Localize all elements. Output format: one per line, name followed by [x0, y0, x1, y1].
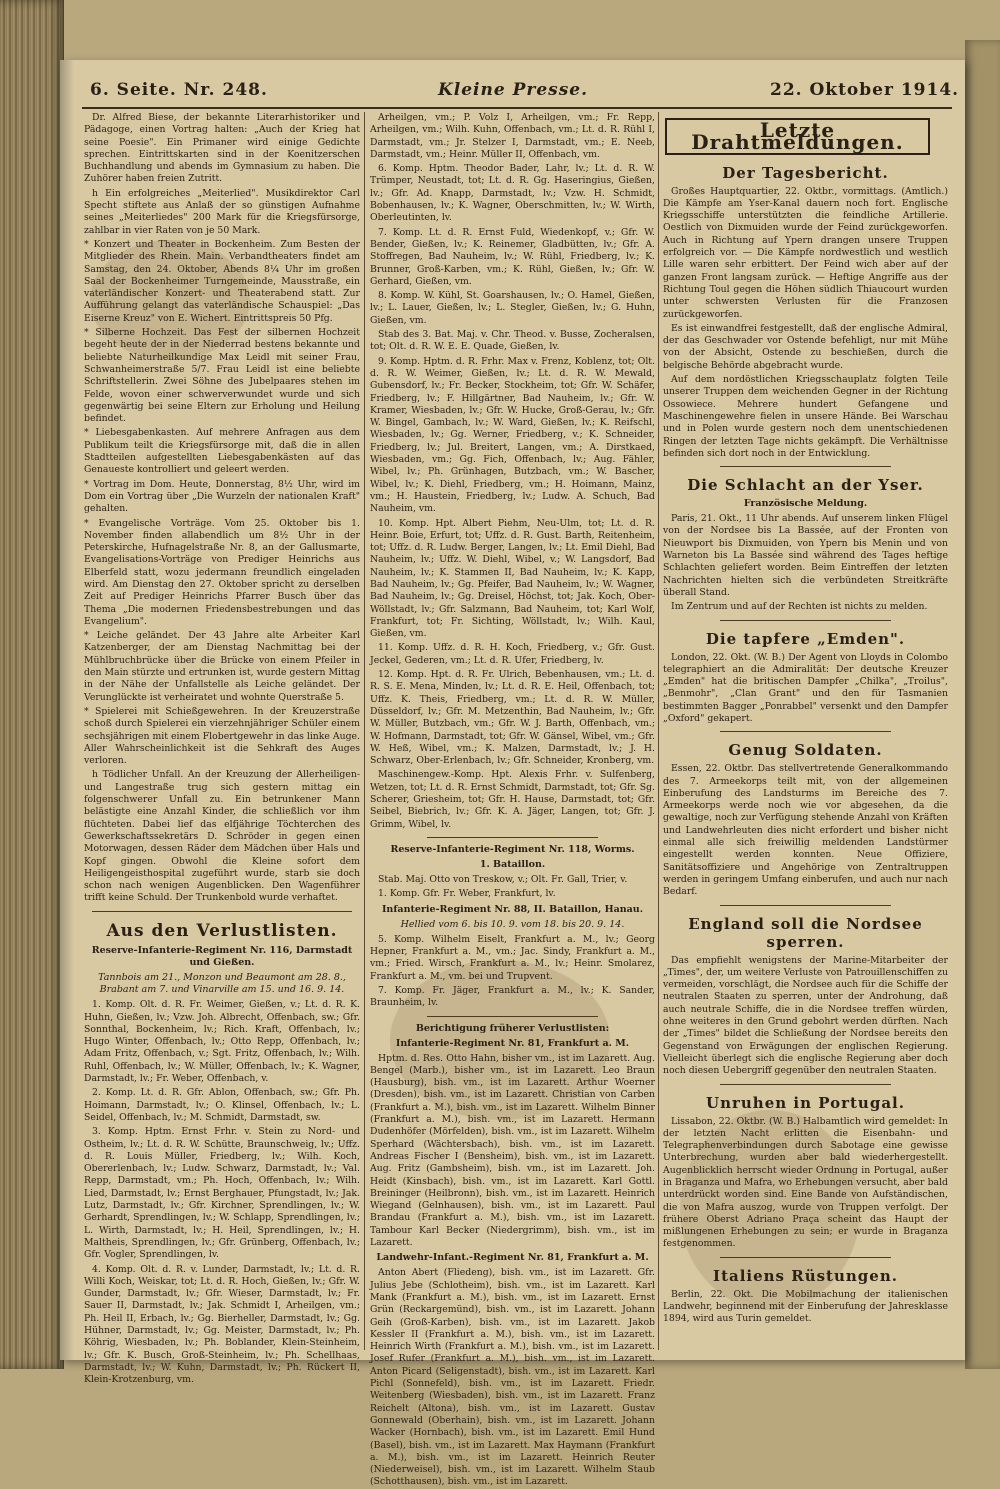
reserve-list [370, 874, 655, 901]
article-paragraph: Das empfiehlt wenigstens der Marine-Mitarbeiter der „Times", der, um weitere Verluste von Patrouillenschiffen zu vermeiden, vorschlägt, die Nordsee auch für die Schiffe der neutralen Staaten zu sperren, unter der Androhung, daß auch neutrale Schiffe, die in die Nordsee treffen würden, ohne weiteres in den Grund gebohrt werden dürften. Nach der „Times" bildet die Schließung der Nordsee bereits den Gegenstand von Erwägungen der englischen Regierung. Vielleicht überlegt sich die englische Regierung aber doch noch diesen Uebergriff gegenüber den neutralen Staaten. [663, 954, 948, 1077]
article-paragraph: Essen, 22. Oktbr. Das stellvertretende Generalkommando des 7. Armeekorps teilt mit, von der allgemeinen Einberufung des Landsturms im Bereiche des 7. Armeekorps werde noch wie vor abgesehen, da die gewaltige, noch zur Verfügung stehende Anzahl von Kräften und Landwehrleuten dies nicht erfordert und bisher nicht einmal alle sich freiwillig meldenden Landstürmer eingestellt werden konnten. Neue Offiziere, Sanitätsoffiziere und Angehörige von Zentraltruppen werden in geringem Umfang einberufen, und auch nur nach Bedarf. [663, 763, 948, 898]
news-paragraph: * Konzert und Theater in Bockenheim. Zum Besten der Mitglieder des Rhein. Main. Verbandtheaters findet am Samstag, den 24. Oktober, Abends 8¼ Uhr im großen Saal der Bockenheimer Turngemeinde, Mausstraße, ein vaterländischer Konzert- und Theaterabend statt. Zur Aufführung gelangt das vaterländische Schauspiel: „Das Eiserne Kreuz" von E. Wichert. Eintrittspreis 50 Pfg. [84, 238, 360, 324]
article-title: Unruhen in Portugal. [706, 1093, 905, 1112]
separator [92, 911, 352, 912]
news-paragraph: * Leiche geländet. Der 43 Jahre alte Arbeiter Karl Katzenberger, der am Dienstag Nachmittag bei der Mühlbruchbrücke über die Brücke von einem Pfeiler in den Main stürzte und ertrunken ist, wurde gestern Mittag in der Nähe der Unfallstelle als Leiche geländet. Der Verunglückte ist verheiratet und wohnte Querstraße 5. [84, 630, 360, 703]
telegram-articles [663, 164, 948, 1326]
article-title: Italiens Rüstungen. [713, 1266, 898, 1285]
article-paragraph: Im Zentrum und auf der Rechten ist nichts zu melden. [671, 601, 928, 613]
correction-heading: Berichtigung früherer Verlustlisten: [415, 1022, 610, 1034]
separator [720, 1084, 891, 1085]
news-paragraph: h Tödlicher Unfall. An der Kreuzung der Allerheiligen- und Langestraße trug sich gestern mittag ein folgenschwerer Unfall zu. Ein betrunkener Mann belästigte eine Anzahl Kinder, die schließlich vor ihm flüchteten. Dabei lief das elfjährige Töchterchen des Gewerkschaftssekretärs D. Schröder in gegen einen Motorwagen, dessen Räder dem Mädchen über Hals und Kopf gingen. Obwohl die Kleine sofort dem Heiligengeisthospital zugeführt wurde, starb sie doch schon nach wenigen Augenblicken. Den Wagenführer trifft keine Schuld. Der Trunkenbold wurde verhaftet. [84, 769, 360, 904]
news-paragraph: * Silberne Hochzeit. Das Fest der silbernen Hochzeit begeht heute der in der Niederrad bestens bekannte und beliebte Naturheilkundige Max Leidl mit seiner Frau, Schwanheimerstraße 5/7. Frau Leidl ist eine beliebte Schriftstellerin. Zwei Söhne des Jubelpaares stehen im Felde, wovon einer schwerverwundet wurde und sich gegenwärtig bei seine Eltern zur Erholung und Heilung befindet. [84, 327, 360, 425]
separator [720, 731, 891, 732]
article-paragraph: London, 22. Okt. (W. B.) Der Agent von Lloyds in Colombo telegraphiert an die Admiralität: Der deutsche Kreuzer „Emden" hat die britischen Dampfer „Chilka", „Troilus", „Benmohr", „Clan Grant" und den für Tasmanien bestimmten Bagger „Ponrabbel" versenkt und den Dampfer „Oxford" gekapert. [663, 651, 948, 724]
news-paragraph: Dr. Alfred Biese, der bekannte Literarhistoriker und Pädagoge, einen Vortrag halten: „Auch der Krieg hat seine Poesie". Ein Primaner wird einige Gedichte sprechen. Eintrittskarten sind in der Koenitzerschen Buchhandlung und abends im Gymnasium zu haben. Die Zuhörer haben freien Zutritt. [84, 112, 360, 185]
article-title: Die tapfere „Emden". [705, 629, 906, 648]
casualty-entry: 4. Komp. Olt. d. R. v. Lunder, Darmstadt, lv.; Lt. d. R. Willi Koch, Weiskar, tot; Lt. d. R. Hoch, Gießen, lv.; Gfr. W. Gunder, Darmstadt, lv.; Gfr. Wieser, Darmstadt, lv.; Fr. Sauer II, Darmstadt, lv.; Jak. Schmidt I, Arheilgen, vm.; Ph. Heil II, Erbach, lv.; Gg. Bierheller, Darmstadt, lv.; Gg. Hühner, Darmstadt, lv.; Gg. Meister, Darmstadt, lv.; Ph. Köhrig, Wiesbaden, lv.; Ph. Boblander, Klein-Steinheim, lv.; Gfr. K. Busch, Groß-Steinheim, lv.; Ph. Schellhaas, Darmstadt, lv.; W. Kuhn, Darmstadt, lv.; Ph. Rückert II, Klein-Krotzenburg, vm. [84, 1263, 360, 1386]
left-column [84, 112, 360, 1386]
casualty-list-continued [370, 112, 655, 831]
right-column [663, 112, 948, 1352]
separator [720, 1257, 891, 1258]
casualty-entry: Stab des 3. Bat. Maj. v. Chr. Theod. v. Busse, Zocheralsen, tot; Olt. d. R. W. E. E. Quade, Gießen, lv. [370, 329, 655, 353]
news-paragraph: * Evangelische Vorträge. Vom 25. Oktober bis 1. November finden allabendlich um 8½ Uhr in der Peterskirche, Hufnagelstraße Nr. 8, an der Gallusmarte, Evangelisations-Vorträge von Prediger Heinrichs aus Elberfeld statt, wozu jedermann freundlich eingeladen wird. Am Dienstag den 27. Oktober spricht zu derselben Zeit auf Prediger Heinrichs Pfarrer Busch über das Thema „Die modernen Friedensbestrebungen und das Evangelium". [84, 517, 360, 627]
separator [427, 837, 598, 838]
article-title: Die Schlacht an der Yser. [687, 476, 924, 495]
correction-entry: Hptm. d. Res. Otto Hahn, bisher vm., ist im Lazarett. Aug. Bengel (Marb.), bisher vm., ist im Lazarett. Leo Braun (Hausburg), bish. vm., ist im Lazarett. Arthur Woerner (Dresden), bish. vm., ist im Lazarett. Christian von Carben (Frankfurt a. M.), bish. vm., ist im Lazarett. Wilhelm Binner (Frankfurt a. M.), bish. vm., ist im Lazarett. Hermann Dudenhöfer (Mörfelden), bish. vm., ist im Lazarett. Wilhelm Sperhard (Wächtersbach), bish. vm., ist im Lazarett. Andreas Fischer I (Bensheim), bish. vm., ist im Lazarett. Aug. Fritz (Gambsheim), bish. vm., ist im Lazarett. Joh. Heidt (Kinsbach), bish. vm., ist im Lazarett. Karl Gottl. Breininger (Heilbronn), bish. vm., ist im Lazarett. Heinrich Wiegand (Gelnhausen), bish. vm., ist im Lazarett. Paul Brandau (Frankfurt a. M.), bish. vm., ist im Lazarett. Tambour Karl Becker (Niedergrimm), bish. vm., ist im Lazarett. [370, 1052, 655, 1249]
casualty-entry: 7. Komp. Lt. d. R. Ernst Fuld, Wiedenkopf, v.; Gfr. W. Bender, Gießen, lv.; K. Reinemer, Gladbütten, lv.; Gfr. A. Stoffregen, Bad Nauheim, lv.; W. Rühl, Friedberg, lv.; K. Brunner, Groß-Karben, vm.; K. Rühl, Gießen, lv.; Gfr. W. Gerhard, Gießen, vm. [370, 226, 655, 287]
casualty-entry: 11. Komp. Uffz. d. R. H. Koch, Friedberg, v.; Gfr. Gust. Jeckel, Gederen, vm.; Lt. d. R. Ufer, Friedberg, lv. [370, 642, 655, 666]
masthead-rule [82, 107, 952, 109]
casualty-entry: Arheilgen, vm.; P. Volz I, Arheilgen, vm.; Fr. Repp, Arheilgen, vm.; Wilh. Kuhn, Offenbach, vm.; Lt. d. R. Rühl I, Darmstadt, vm.; Jr. Stelzer I, Darmstadt, vm.; E. Neeb, Darmstadt, vm.; Heinr. Müller II, Offenbach, vm. [370, 112, 655, 160]
casualty-entry: 12. Komp. Hpt. d. R. Fr. Ulrich, Bebenhausen, vm.; Lt. d. R. S. E. Mena, Minden, lv.; Lt. d. R. E. Heil, Offenbach, tot; Uffz. K. Theis, Friedberg, vm.; Lt. d. R. W. Müller, Düsseldorf, lv.; Gfr. M. Metzenthin, Bad Nauheim, lv.; Gfr. W. Müller, Butzbach, vm.; Gfr. W. J. Barth, Offenbach, vm.; W. Hofmann, Darmstadt, tot; Gfr. W. Gänsel, Wibel, vm.; Gfr. W. Heß, Wibel, vm.; K. Malzen, Darmstadt, lv.; J. H. Schwarz, Ober-Erlenbach, lv.; Gfr. Schneider, Kronberg, vm. [370, 669, 655, 767]
casualty-entry: 9. Komp. Hptm. d. R. Frhr. Max v. Frenz, Koblenz, tot; Olt. d. R. W. Weimer, Gießen, lv.; Lt. d. R. W. Mewald, Gubensdorf, lv.; Fr. Becker, Stockheim, tot; Gfr. W. Schäfer, Friedberg, lv.; F. Hillgärtner, Bad Nauheim, lv.; Gfr. W. Kramer, Wiesbaden, lv.; Gfr. W. Hucke, Groß-Gerau, lv.; Gfr. W. Bingel, Gambach, lv.; W. Ward, Gießen, lv.; K. Reifschl, Wiesbaden, lv.; Gg. Werner, Friedberg, v.; K. Schneider, Friedberg, lv.; Jul. Breitert, Langen, vm.; A. Dirstkaed, Wiesbaden, vm.; Gg. Fich, Offenbach, lv.; Aug. Fähler, Wibel, lv.; Ph. Grünhagen, Butzbach, vm.; W. Bascher, Wibel, lv.; K. Diehl, Friedberg, vm.; H. Hoimann, Mainz, vm.; H. Haustein, Friedberg, lv.; Ludw. A. Schuch, Bad Nauheim, vm. [370, 355, 655, 515]
casualty-entry: Stab. Maj. Otto von Treskow, v.; Olt. Fr. Gall, Trier, v. [378, 873, 628, 885]
casualty-entry: 8. Komp. W. Kühl, St. Goarshausen, lv.; O. Hamel, Gießen, lv.; L. Lauer, Gießen, lv.; L. Stegler, Gießen, lv.; G. Huhn, Gießen, vm. [370, 290, 655, 326]
masthead [60, 80, 965, 106]
inf88-heading: Infanterie-Regiment Nr. 88, II. Bataillon, Hanau. [381, 903, 643, 915]
casualty-entry: 5. Komp. Wilhelm Eiselt, Frankfurt a. M., lv.; Georg Hepner, Frankfurt a. M., vm.; Jac. Sindy, Frankfurt a. M., vm.; Fried. Wirsch, Frankfurt a. M., lv.; Heinr. Smolarez, Frankfurt a. M., vm. bei und Trupvent. [370, 933, 655, 982]
column-divider [364, 112, 365, 1350]
article-paragraph: Auf dem nordöstlichen Kriegsschauplatz folgten Teile unserer Truppen dem weichenden Gegner in der Richtung Ossowiece. Mehrere hundert Gefangene und Maschinengewehre fielen in unsere Hände. Bei Warschau und in Polen wurde gestern noch dem unentschiedenen Ringen der letzten Tage nichts gekämpft. Die Verhältnisse befinden sich dort noch in der Entwicklung. [663, 374, 948, 459]
correction-list [370, 1053, 655, 1250]
issue-date: 22. Oktober 1914. [770, 80, 960, 100]
casualty-entry: 1. Komp. Gfr. Fr. Weber, Frankfurt, lv. [378, 888, 556, 900]
battalion-heading: 1. Bataillon. [479, 858, 546, 870]
regiment-subheading: Tannbois am 21., Monzon und Beaumont am 28. 8., Brabant am 7. und Vinarville am 15. und 16. 9. 14. [98, 971, 346, 995]
article-paragraph: Lissabon, 22. Oktbr. (W. B.) Halbamtlich wird gemeldet: In der letzten Nacht erlitten die Eisenbahn- und Telegraphenverbindungen durch Sabotage eine gewisse Unterbrechung, wurden aber bald wiederhergestellt. Augenblicklich herrscht wieder Ordnung in Portugal, außer in Braganza und Mafra, wo Erhebungen versucht, aber bald unterdrückt worden sind. Eine Bande von Aufständischen, die von Mafra auszog, wurde von Truppen verfolgt. Der frühere Oberst Adriano Praça scheint das Haupt der mißlungenen Erhebungen zu sein; er wurde in Braganza festgenommen. [663, 1115, 948, 1250]
news-paragraph: * Liebesgabenkasten. Auf mehrere Anfragen aus dem Publikum teilt die Kriegsfürsorge mit, daß die in allen Stadtteilen aufgestellten Liebesgabenkästen auf das Genaueste kontrolliert und geleert werden. [84, 427, 360, 476]
news-paragraph: h Ein erfolgreiches „Meiterlied". Musikdirektor Carl Specht stiftete aus Anlaß der so günstigen Aufnahme seines „Meiterliedes" 200 Mark für die Kriegsfürsorge, zahlbar in vier Raten von je 50 Mark. [84, 187, 360, 236]
column-divider [658, 112, 659, 1350]
casualty-entry: 6. Komp. Hptm. Theodor Bader, Lahr, lv.; Lt. d. R. W. Trümper, Neustadt, tot; Lt. d. R. Gg. Haseringius, Gießen, lv.; Gfr. Ad. Knapp, Darmstadt, lv.; Vzw. H. Schmidt, Bobenhausen, lv.; K. Wagner, Oberschmitten, lv.; W. Wirth, Oberleutinten, lv. [370, 163, 655, 224]
article-title: England soll die Nordsee sperren. [688, 914, 923, 951]
correction-entry: Anton Abert (Fliedeng), bish. vm., ist im Lazarett. Gfr. Julius Jebe (Schlotheim), bish. vm., ist im Lazarett. Karl Mank (Frankfurt a. M.), bish. vm., ist im Lazarett. Ernst Grün (Reckargemünd), bish. vm., ist im Lazarett. Johann Geih (Groß-Karben), bish. vm., ist im Lazarett. Jakob Kessler II (Frankfurt a. M.), bish. vm., ist im Lazarett. Heinrich Wirth (Frankfurt a. M.), bish. vm., ist im Lazarett. Josef Rufer (Frankfurt a. M.), bish. vm., ist im Lazarett. Anton Picard (Seligenstadt), bish. vm., ist im Lazarett. Karl Pichl (Sonnefeld), bish. vm., ist im Lazarett. Friedr. Weitenberg (Wiesbaden), bish. vm., ist im Lazarett. Franz Reichelt (Altona), bish. vm., ist im Lazarett. Gustav Gonnewald (Oberhain), bish. vm., ist im Lazarett. Johann Wacker (Hornbach), bish. vm., ist im Lazarett. Emil Hund (Basel), bish. vm., ist im Lazarett. Max Haymann (Frankfurt a. M.), bish. vm., ist im Lazarett. Heinrich Reuter (Niederweisel), bish. vm., ist im Lazarett. Wilhelm Staub (Schotthausen), bish. vm., ist im Lazarett. [370, 1267, 655, 1488]
book-binding-edge [0, 0, 64, 1369]
reserve-regiment-heading: Reserve-Infanterie-Regiment Nr. 118, Worms. [390, 843, 635, 855]
section-title-casualty-lists: Aus den Verlustlisten. [106, 920, 338, 941]
latest-telegrams-box: Letzte Drahtmeldungen. [665, 118, 930, 155]
news-paragraph: * Spielerei mit Schießgewehren. In der Kreuzerstraße schoß durch Spielerei ein vierzehnjähriger Schüler einem sechsjährigen mit einem Flobertgewehr in das linke Auge. Aller Wahrscheinlichkeit ist die Sehkraft des Auges verloren. [84, 705, 360, 767]
casualty-entry: 2. Komp. Lt. d. R. Gfr. Ablon, Offenbach, sw.; Gfr. Ph. Hoimann, Darmstadt, lv.; O. Klinsel, Offenbach, lv.; L. Seidel, Offenbach, lv.; M. Schmidt, Darmstadt, sw. [84, 1087, 360, 1123]
casualty-entry: 3. Komp. Hptm. Ernst Frhr. v. Stein zu Nord- und Ostheim, lv.; Lt. d. R. W. Schütte, Braunschweig, lv.; Uffz. d. R. Louis Müller, Friedberg, lv.; Wilh. Koch, Obererlenbach, lv.; Ludw. Schwarz, Darmstadt, lv.; Val. Repp, Darmstadt, vm.; Ph. Hoch, Offenbach, lv.; Wilh. Lied, Darmstadt, lv.; Ernst Berghauer, Pfungstadt, lv.; Jak. Lutz, Darmstadt, lv.; Gfr. Kirchner, Sprendlingen, lv.; W. Gerhardt, Sprendlingen, lv.; W. Schlapp, Sprendlingen, lv.; L. Wirth, Darmstadt, lv.; H. Heil, Sprendlingen, lv.; H. Maltheis, Sprendlingen, lv.; Gfr. Grünberg, Offenbach, lv.; Gfr. Vogler, Sprendlingen, lv. [84, 1126, 360, 1261]
casualty-entry: 1. Komp. Olt. d. R. Fr. Weimer, Gießen, v.; Lt. d. R. K. Huhn, Gießen, lv.; Vzw. Joh. Albrecht, Offenbach, sw.; Gfr. Sonnthal, Bockenheim, lv.; Rich. Kraft, Offenbach, lv.; Hugo Winter, Offenbach, lv.; Otto Repp, Offenbach, lv.; Adam Fritz, Offenbach, v.; Sgt. Fritz, Offenbach, lv.; Wilh. Ruhl, Offenbach, lv.; W. Müller, Offenbach, lv.; K. Wagner, Darmstadt, lv.; Fr. Weber, Offenbach, v. [84, 999, 360, 1085]
article-paragraph: Paris, 21. Okt., 11 Uhr abends. Auf unserem linken Flügel von der Nordsee bis La Bassée, auf der Fronten von Nieuwport bis Dixmuiden, von Ypern bis Menin und von Warneton bis La Bassée sind während des Tages heftige Schlachten geliefert worden. Beim Eintreffen der letzten Nachrichten hielten sich die verbündeten Streitkräfte überall Stand. [663, 513, 948, 598]
article-paragraph: Berlin, 22. Okt. Die Mobilmachung der italienischen Landwehr, beginnend mit der Einberufung der Jahresklasse 1894, wird aus Turin gemeldet. [663, 1288, 948, 1325]
separator [427, 1016, 598, 1017]
middle-column [370, 112, 655, 1488]
landwehr-list [370, 1267, 655, 1488]
local-news [84, 112, 360, 905]
separator [720, 620, 891, 621]
adjacent-page-edge [965, 40, 1000, 1369]
regiment-heading: Reserve-Infanterie-Regiment Nr. 116, Darmstadt und Gießen. [91, 944, 353, 968]
article-paragraph: Großes Hauptquartier, 22. Oktbr., vormittags. (Amtlich.) Die Kämpfe am Yser-Kanal dauern noch fort. Englische Kriegsschiffe unterstützten die feindliche Artillerie. Oestlich von Dixmuiden wurde der Feind zurückgeworfen. Auch in Richtung auf Ypern drangen unsere Truppen erfolgreich vor. — Die Kämpfe nordwestlich und westlich Lille waren sehr erbittert. Der Feind wich aber auf der ganzen Front langsam zurück. — Heftige Angriffe aus der Richtung Toul gegen die Höhen südlich Thiaucourt wurden unter schwersten Verlusten für die Franzosen zurückgeworfen. [663, 185, 948, 320]
article-title: Der Tagesbericht. [722, 163, 889, 182]
article-paragraph: Es ist einwandfrei festgestellt, daß der englische Admiral, der das Geschwader vor Ostende befehligt, nur mit Mühe von der Absicht, Ostende zu beschießen, durch die belgische Behörde abgebracht wurde. [663, 322, 948, 371]
casualty-entry: 10. Komp. Hpt. Albert Piehm, Neu-Ulm, tot; Lt. d. R. Heinr. Boie, Erfurt, tot; Uffz. d. R. Gust. Barth, Reitenheim, tot; Uffz. d. R. Ludw. Berger, Langen, lv.; Lt. Emil Diehl, Bad Nauheim, lv.; Uffz. W. Diehl, Wibel, v.; W. Langsdorf, Bad Nauheim, lv.; K. Stammen II, Bad Nauheim, lv.; K. Kapp, Bad Nauheim, lv.; Gg. Pfeifer, Bad Nauheim, lv.; W. Wagner, Bad Nauheim, lv.; Gg. Dreisel, Höchst, tot; Jak. Koch, Ober-Wöllstadt, lv.; Gfr. Salzmann, Bad Nauheim, tot; Karl Wolf, Frankfurt, tot; Fr. Sichting, Wöllstadt, lv.; Wilh. Kaul, Gießen, vm. [370, 517, 655, 640]
page-fold-shadow [60, 60, 74, 1360]
page-number: 6. Seite. Nr. 248. [90, 80, 268, 100]
news-paragraph: * Vortrag im Dom. Heute, Donnerstag, 8½ Uhr, wird im Dom ein Vortrag über „Die Wurzeln der nationalen Kraft" gehalten. [84, 478, 360, 515]
casualty-entry: 7. Komp. Fr. Jäger, Frankfurt a. M., lv.; K. Sander, Braunheim, lv. [370, 985, 655, 1009]
article-subtitle: Französische Meldung. [743, 498, 868, 510]
casualty-list [84, 999, 360, 1386]
casualty-entry: Maschinengew.-Komp. Hpt. Alexis Frhr. v. Sulfenberg, Wetzen, tot; Lt. d. R. Ernst Schmidt, Darmstadt, tot; Gfr. Sg. Scherer, Griesheim, tot; Gfr. H. Hause, Darmstadt, tot; Gfr. Seibel, Biebrich, lv.; Gfr. K. A. Jäger, Langen, tot; Gfr. J. Grimm, Wibel, lv. [370, 769, 655, 830]
separator [720, 905, 891, 906]
newspaper-page [60, 60, 965, 1488]
paper-name: Kleine Presse. [438, 80, 589, 100]
correction-subheading: Infanterie-Regiment Nr. 81, Frankfurt a. M. [395, 1037, 630, 1049]
inf88-subheading: Hellied vom 6. bis 10. 9. vom 18. bis 20. 9. 14. [400, 918, 625, 930]
landwehr-heading: Landwehr-Infant.-Regiment Nr. 81, Frankfurt a. M. [376, 1252, 649, 1264]
separator [720, 466, 891, 467]
article-title: Genug Soldaten. [728, 741, 883, 760]
inf88-list [370, 934, 655, 1010]
